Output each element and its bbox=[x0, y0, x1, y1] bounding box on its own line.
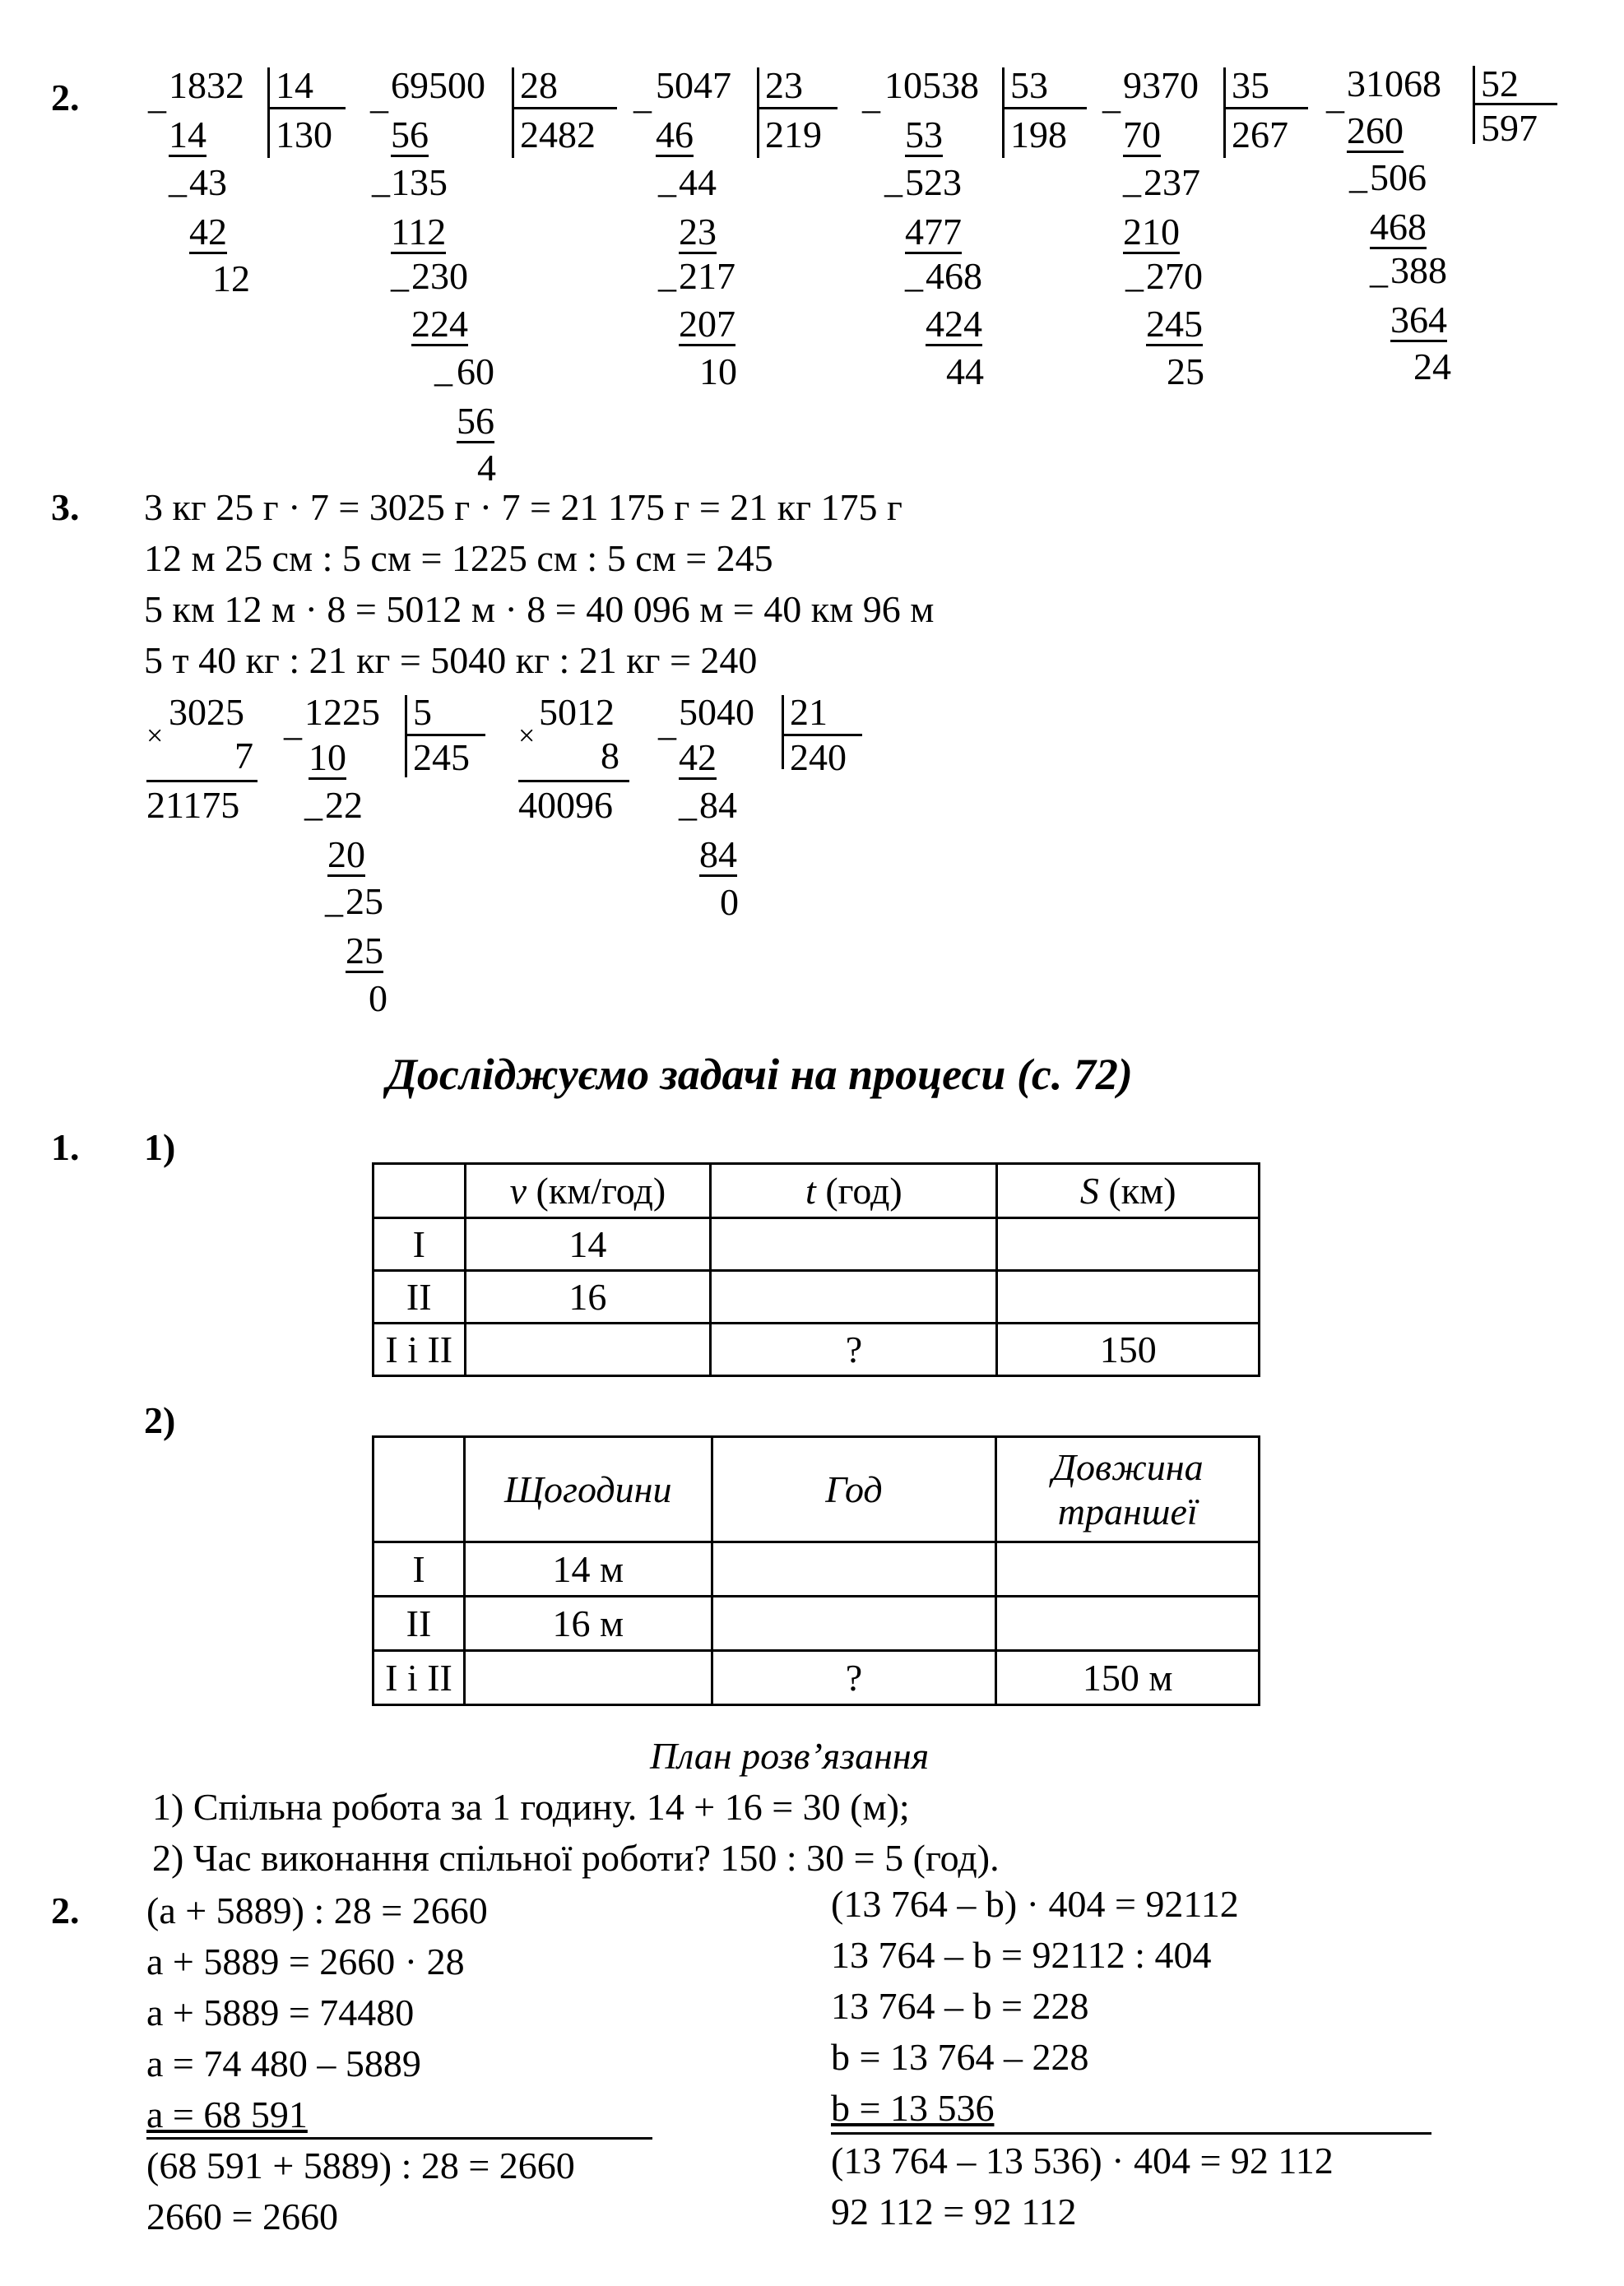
table-cell bbox=[712, 1597, 996, 1651]
table-cell: I і II bbox=[374, 1651, 465, 1705]
equation-step: a + 5889 = 2660 · 28 bbox=[146, 1941, 465, 1982]
equation-line: 3 кг 25 г · 7 = 3025 г · 7 = 21 175 г = 21 кг 175 г bbox=[144, 486, 902, 528]
quotient: 219 bbox=[765, 114, 822, 155]
product: 40096 bbox=[518, 784, 613, 826]
equation-step: a = 74 480 – 5889 bbox=[146, 2043, 421, 2084]
divisor: 35 bbox=[1232, 64, 1269, 106]
table-cell bbox=[997, 1218, 1260, 1271]
dividend: 5047 bbox=[656, 64, 731, 106]
equation-answer: a = 68 591 bbox=[146, 2094, 308, 2135]
table-cell: 14 м bbox=[464, 1542, 712, 1597]
header-unit: (км) bbox=[1098, 1170, 1176, 1212]
table-row bbox=[374, 1218, 1260, 1271]
quotient: 2482 bbox=[520, 114, 596, 155]
table-cell bbox=[996, 1542, 1260, 1597]
step: 42 bbox=[679, 736, 717, 778]
step: 22 bbox=[325, 784, 363, 826]
quotient: 130 bbox=[276, 114, 332, 155]
factor: 8 bbox=[601, 735, 619, 777]
table-header: Год bbox=[712, 1437, 996, 1542]
remainder: 12 bbox=[212, 257, 250, 299]
dividend: 10538 bbox=[884, 64, 979, 106]
step: 70 bbox=[1123, 114, 1161, 155]
remainder: 10 bbox=[699, 350, 737, 392]
table-cell: 16 bbox=[465, 1271, 711, 1324]
equation-line: 12 м 25 см : 5 см = 1225 см : 5 см = 245 bbox=[144, 537, 773, 579]
multiply-sign: × bbox=[146, 719, 164, 752]
table-row bbox=[374, 1651, 1260, 1705]
divisor: 21 bbox=[790, 691, 828, 733]
step: 210 bbox=[1123, 211, 1180, 253]
minus-sign: _ bbox=[148, 77, 166, 117]
table-cell bbox=[996, 1597, 1260, 1651]
step: 270 bbox=[1146, 255, 1203, 297]
equation-check: 2660 = 2660 bbox=[146, 2196, 338, 2237]
step: 260 bbox=[1347, 109, 1404, 151]
table-cell: 150 bbox=[997, 1324, 1260, 1376]
dividend: 5040 bbox=[679, 691, 754, 733]
section-heading: Досліджуємо задачі на процеси (с. 72) bbox=[387, 1050, 1133, 1099]
step: 506 bbox=[1370, 156, 1427, 198]
step: 237 bbox=[1144, 161, 1200, 203]
table-header bbox=[374, 1164, 466, 1218]
dividend: 31068 bbox=[1347, 63, 1441, 104]
equation-line: 5 т 40 кг : 21 кг = 5040 кг : 21 кг = 240 bbox=[144, 639, 758, 681]
divisor: 14 bbox=[276, 64, 313, 106]
part-label-1: 1) bbox=[144, 1126, 176, 1168]
step: 477 bbox=[905, 211, 962, 253]
part-label-2: 2) bbox=[144, 1399, 176, 1441]
divisor: 53 bbox=[1010, 64, 1048, 106]
factor: 3025 bbox=[169, 691, 244, 733]
step: 23 bbox=[679, 211, 717, 253]
remainder: 0 bbox=[369, 977, 387, 1019]
plan-line: 1) Спільна робота за 1 годину. 14 + 16 = 30 (м); bbox=[152, 1786, 910, 1828]
dividend: 1225 bbox=[304, 691, 380, 733]
remainder: 44 bbox=[946, 350, 984, 392]
step: 523 bbox=[905, 161, 962, 203]
table-header: t (год) bbox=[711, 1164, 997, 1218]
table-row bbox=[374, 1542, 1260, 1597]
quotient: 267 bbox=[1232, 114, 1288, 155]
multiply-sign: × bbox=[518, 719, 536, 752]
equation-step: a + 5889 = 74480 bbox=[146, 1992, 415, 2033]
task-number-2-top: 2. bbox=[51, 77, 80, 118]
table-row bbox=[374, 1271, 1260, 1324]
divisor: 5 bbox=[413, 691, 432, 733]
step: 364 bbox=[1390, 299, 1447, 341]
dividend: 69500 bbox=[391, 64, 485, 106]
step: 207 bbox=[679, 303, 735, 345]
equation-step: b = 13 764 – 228 bbox=[831, 2036, 1089, 2078]
remainder: 25 bbox=[1167, 350, 1204, 392]
step: 84 bbox=[699, 784, 737, 826]
step: 217 bbox=[679, 255, 735, 297]
table-cell: ? bbox=[711, 1324, 997, 1376]
quotient: 240 bbox=[790, 736, 847, 778]
quotient: 198 bbox=[1010, 114, 1067, 155]
table-cell bbox=[465, 1324, 711, 1376]
table-cell: 14 bbox=[465, 1218, 711, 1271]
task-number-2-bottom: 2. bbox=[51, 1890, 80, 1931]
equation-check: 92 112 = 92 112 bbox=[831, 2191, 1077, 2233]
factor: 7 bbox=[234, 735, 253, 777]
equation-check: (68 591 + 5889) : 28 = 2660 bbox=[146, 2145, 575, 2186]
step: 468 bbox=[926, 255, 982, 297]
step: 388 bbox=[1390, 249, 1447, 291]
product: 21175 bbox=[146, 784, 240, 826]
table-cell bbox=[712, 1542, 996, 1597]
plan-line: 2) Час виконання спільної роботи? 150 : 30 = 5 (год). bbox=[152, 1837, 1000, 1879]
step: 245 bbox=[1146, 303, 1203, 345]
table-cell: II bbox=[374, 1597, 465, 1651]
table-cell: 150 м bbox=[996, 1651, 1260, 1705]
table-trench bbox=[372, 1435, 1260, 1706]
step: 10 bbox=[309, 736, 346, 778]
equation-line: 5 км 12 м · 8 = 5012 м · 8 = 40 096 м = 40 км 96 м bbox=[144, 588, 935, 630]
step: 14 bbox=[169, 114, 206, 155]
table-cell: 16 м bbox=[464, 1597, 712, 1651]
quotient: 245 bbox=[413, 736, 470, 778]
table-row bbox=[374, 1597, 1260, 1651]
table-header: Щогодини bbox=[464, 1437, 712, 1542]
table-cell bbox=[711, 1218, 997, 1271]
plan-title: План розв’язання bbox=[650, 1735, 930, 1777]
step: 44 bbox=[679, 161, 717, 203]
header-unit: (км/год) bbox=[527, 1170, 666, 1212]
table-cell bbox=[997, 1271, 1260, 1324]
step: 112 bbox=[391, 211, 447, 253]
table-header bbox=[374, 1437, 465, 1542]
equation-answer: b = 13 536 bbox=[831, 2087, 995, 2129]
step: 56 bbox=[457, 400, 494, 442]
table-cell: ? bbox=[712, 1651, 996, 1705]
step: 20 bbox=[327, 833, 365, 875]
table-cell: II bbox=[374, 1271, 466, 1324]
step: 53 bbox=[905, 114, 943, 155]
step: 230 bbox=[411, 255, 468, 297]
step: 135 bbox=[391, 161, 448, 203]
step: 424 bbox=[926, 303, 982, 345]
divisor: 28 bbox=[520, 64, 558, 106]
task-number-1: 1. bbox=[51, 1126, 80, 1168]
remainder: 24 bbox=[1413, 345, 1451, 387]
equation-step: 13 764 – b = 92112 : 404 bbox=[831, 1934, 1212, 1976]
step: 468 bbox=[1370, 206, 1427, 248]
equation-check: (13 764 – 13 536) · 404 = 92 112 bbox=[831, 2140, 1334, 2182]
step: 224 bbox=[411, 303, 468, 345]
table-header: Довжина траншеї bbox=[996, 1437, 1260, 1542]
table-speed bbox=[372, 1162, 1260, 1377]
step: 25 bbox=[346, 930, 383, 971]
equation-step: (a + 5889) : 28 = 2660 bbox=[146, 1890, 488, 1931]
divisor: 52 bbox=[1481, 63, 1519, 104]
table-header: S (км) bbox=[997, 1164, 1260, 1218]
step: 56 bbox=[391, 114, 429, 155]
table-cell: I і II bbox=[374, 1324, 466, 1376]
table-row bbox=[374, 1324, 1260, 1376]
table-cell bbox=[464, 1651, 712, 1705]
remainder: 0 bbox=[720, 881, 739, 923]
factor: 5012 bbox=[539, 691, 615, 733]
step: 60 bbox=[457, 350, 494, 392]
equation-step: (13 764 – b) · 404 = 92112 bbox=[831, 1883, 1239, 1925]
task-number-3: 3. bbox=[51, 486, 80, 528]
step: 43 bbox=[189, 161, 227, 203]
quotient: 597 bbox=[1481, 107, 1538, 149]
step: 42 bbox=[189, 211, 227, 253]
header-unit: (год) bbox=[815, 1170, 902, 1212]
step: 25 bbox=[346, 880, 383, 922]
step: 46 bbox=[656, 114, 694, 155]
divisor: 23 bbox=[765, 64, 803, 106]
dividend: 1832 bbox=[169, 64, 244, 106]
dividend: 9370 bbox=[1123, 64, 1199, 106]
table-cell: I bbox=[374, 1542, 465, 1597]
equation-step: 13 764 – b = 228 bbox=[831, 1985, 1089, 2027]
table-cell: I bbox=[374, 1218, 466, 1271]
table-cell bbox=[711, 1271, 997, 1324]
step: 84 bbox=[699, 833, 737, 875]
table-header: v (км/год) bbox=[465, 1164, 711, 1218]
remainder: 4 bbox=[477, 447, 496, 489]
